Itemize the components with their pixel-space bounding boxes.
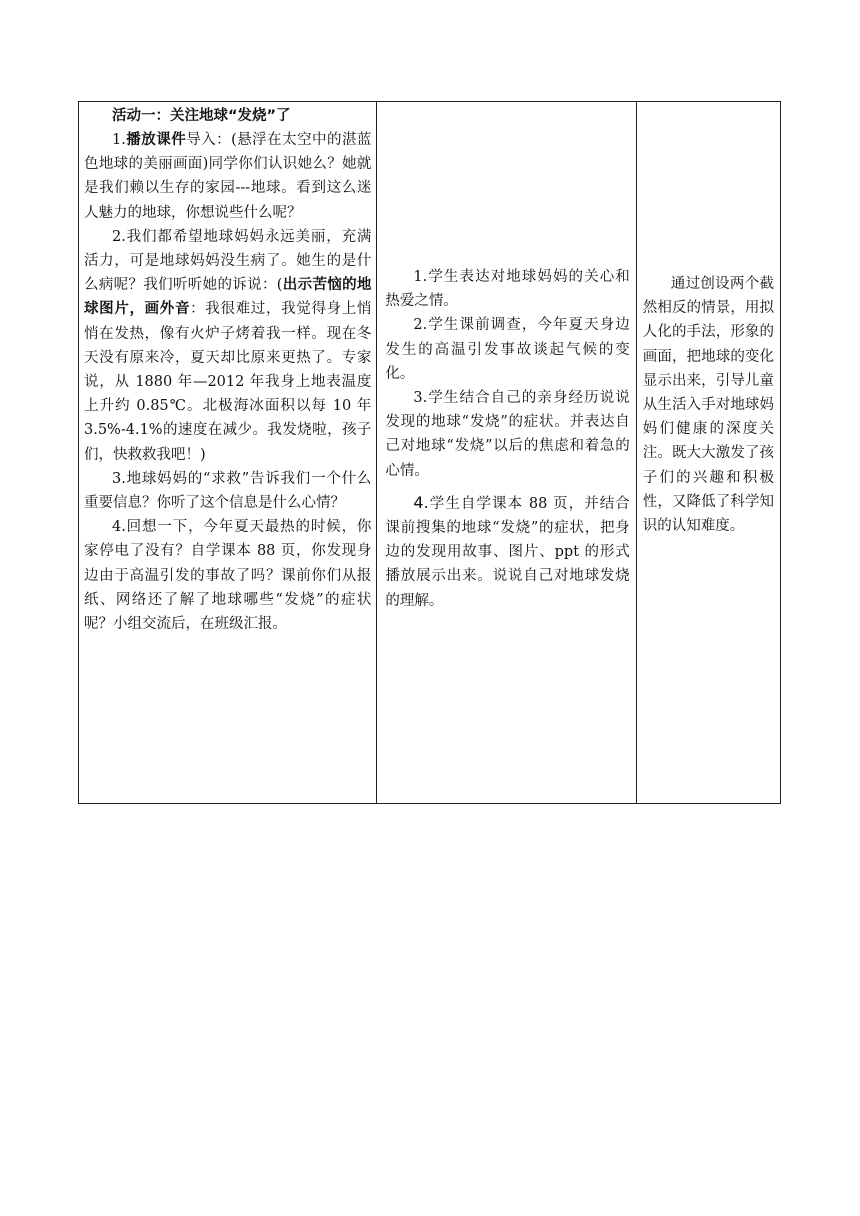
student-step-4 bbox=[385, 491, 629, 613]
teacher-step-2 bbox=[84, 225, 371, 467]
teacher-activity-cell bbox=[79, 102, 377, 804]
teacher-step-1 bbox=[84, 128, 371, 225]
activity-title: 活动一：关注地球“发烧”了 bbox=[112, 108, 291, 124]
teacher-step-4: 4.回想一下，今年夏天最热的时候，你家停电了没有？自学课本 88 页，你发现身边由于高温引发的事故了吗？课前你们从报纸、网络还了解了地球哪些“发烧”的症状呢？小组交流后，在班级汇报。 bbox=[84, 519, 372, 633]
design-intent-text: 通过创设两个截然相反的情景，用拟人化的手法，形象的画面，把地球的变化显示出来，引导儿童从生活入手对地球妈妈们健康的深度关注。既大大激发了孩子们的兴趣和积极性，又降低了科学知识的认知难度。 bbox=[642, 276, 774, 535]
activity-row bbox=[79, 102, 781, 804]
lesson-plan-table bbox=[78, 101, 781, 804]
design-intent-cell bbox=[636, 102, 780, 804]
step-text: ：我很难过，我觉得身上悄悄在发热，像有火炉子烤着我一样。现在冬天没有原来冷，夏天却比原来更热了。专家说，从 1880 年—2012 年我身上地表温度上升约 0.85℃。北极海冰面积以每 10 年 3.5%-4.1%的速度在减少。我发烧啦，孩子们，快救救我吧！) bbox=[84, 301, 372, 463]
step-keyword: 播放课件 bbox=[125, 132, 187, 148]
step-number: 4. bbox=[413, 492, 429, 512]
step-text: 学生自学课本 88 页，并结合课前搜集的地球“发烧”的症状，把身边的发现用故事、图片、ppt 的形式播放展示出来。说说自己对地球发烧的理解。 bbox=[385, 495, 630, 609]
student-step-3: 3.学生结合自己的亲身经历说说发现的地球“发烧”的症状。并表达自己对地球“发烧”以后的焦虑和着急的心情。 bbox=[385, 390, 630, 479]
step-text: 导入：(悬浮在太空中的湛蓝色地球的美丽画面)同学你们认识她么？她就是我们赖以生存的家园---地球。看到这么迷人魅力的地球，你想说些什么呢？ bbox=[84, 132, 372, 221]
step-keyword: 出示苦恼的地球图片，画外音 bbox=[84, 277, 372, 318]
student-step-1: 1.学生表达对地球妈妈的关心和热爱之情。 bbox=[385, 269, 630, 310]
teacher-step-3: 3.地球妈妈的“求救”告诉我们一个什么重要信息？你听了这个信息是什么心情？ bbox=[84, 470, 372, 512]
student-step-2: 2.学生课前调查，今年夏天身边发生的高温引发事故谈起气候的变化。 bbox=[385, 317, 630, 382]
student-activity-cell bbox=[377, 102, 636, 804]
step-text: 2.我们都希望地球妈妈永远美丽，充满活力，可是地球妈妈没生病了。她生的是什么病呢？我们听听她的诉说：( bbox=[84, 228, 372, 294]
step-number: 1. bbox=[112, 132, 126, 148]
